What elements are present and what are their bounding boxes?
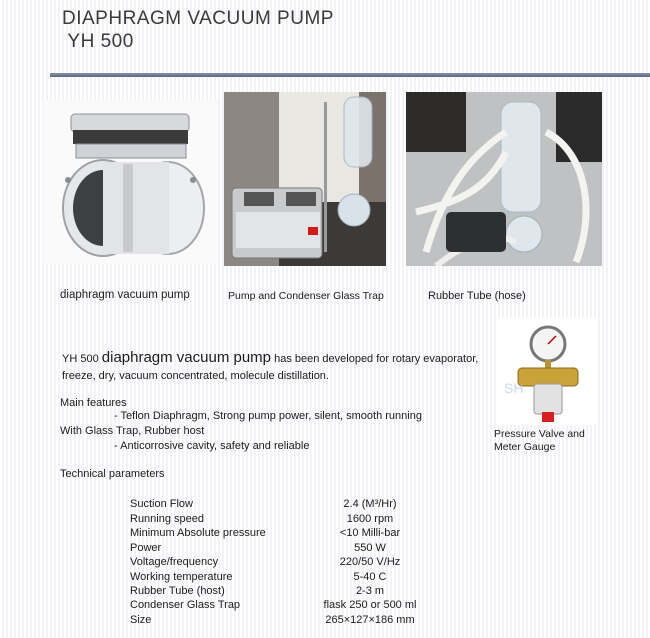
spec-value: <10 Milli-bar (339, 527, 401, 539)
intro-rest: has been developed for rotary evaporator, freeze, dry, vacuum concentrated, molecule distillation. (62, 353, 479, 382)
spec-value: 220/50 V/Hz (339, 556, 401, 568)
pump-trap-photo (224, 92, 386, 266)
spec-name: Power (130, 542, 162, 554)
pump-trap-photo-caption: Pump and Condenser Glass Trap (228, 290, 384, 302)
svg-text:SH: SH (504, 380, 524, 396)
spec-row-rubber-tube (130, 584, 460, 598)
feature-line-1: - Teflon Diaphragm, Strong pump power, silent, smooth running (114, 410, 422, 422)
gauge-photo-caption (494, 428, 585, 454)
spec-name: Running speed (130, 513, 205, 525)
spec-row-min-pressure (130, 526, 460, 540)
spec-row-suction-flow (130, 497, 460, 511)
spec-value: 2-3 m (355, 585, 385, 597)
spec-name: Suction Flow (130, 498, 193, 510)
technical-heading: Technical parameters (60, 468, 165, 480)
pump-photo (43, 100, 218, 265)
feature-line-2: With Glass Trap, Rubber host (60, 425, 205, 437)
intro-paragraph (62, 349, 482, 385)
rubber-tube-photo-caption: Rubber Tube (hose) (428, 290, 526, 302)
spec-value: 5-40 C (353, 571, 387, 583)
spec-name: Voltage/frequency (130, 556, 219, 568)
title-line-1: DIAPHRAGM VACUUM PUMP (62, 8, 334, 29)
spec-row-glass-trap (130, 598, 460, 612)
spec-row-voltage (130, 555, 460, 569)
spec-row-power (130, 541, 460, 555)
spec-name: Condenser Glass Trap (130, 599, 241, 611)
spec-name: Minimum Absolute pressure (130, 527, 266, 539)
spec-row-size (130, 613, 460, 627)
spec-row-temperature (130, 570, 460, 584)
pump-photo-caption: diaphragm vacuum pump (60, 289, 190, 301)
spec-name: Size (130, 614, 152, 626)
spec-value: 2.4 (M³/Hr) (343, 498, 397, 510)
title-divider (50, 73, 650, 77)
gauge-photo (498, 318, 596, 425)
spec-value: 550 W (354, 542, 386, 554)
spec-value: 1600 rpm (346, 513, 394, 525)
rubber-tube-photo (406, 92, 602, 266)
features-heading: Main features (60, 397, 127, 409)
gauge-caption-line-2: Meter Gauge (494, 441, 556, 453)
spec-value: flask 250 or 500 ml (323, 599, 417, 611)
intro-product: diaphragm vacuum pump (101, 349, 272, 366)
spec-name: Working temperature (130, 571, 233, 583)
intro-model: YH 500 (62, 353, 99, 365)
gauge-caption-line-1: Pressure Valve and (494, 428, 585, 440)
spec-row-running-speed (130, 512, 460, 526)
page-title (62, 7, 334, 53)
spec-value: 265×127×186 mm (325, 614, 415, 626)
spec-name: Rubber Tube (host) (130, 585, 225, 597)
title-line-2: YH 500 (62, 31, 134, 52)
feature-line-3: - Anticorrosive cavity, safety and reliable (114, 440, 310, 452)
